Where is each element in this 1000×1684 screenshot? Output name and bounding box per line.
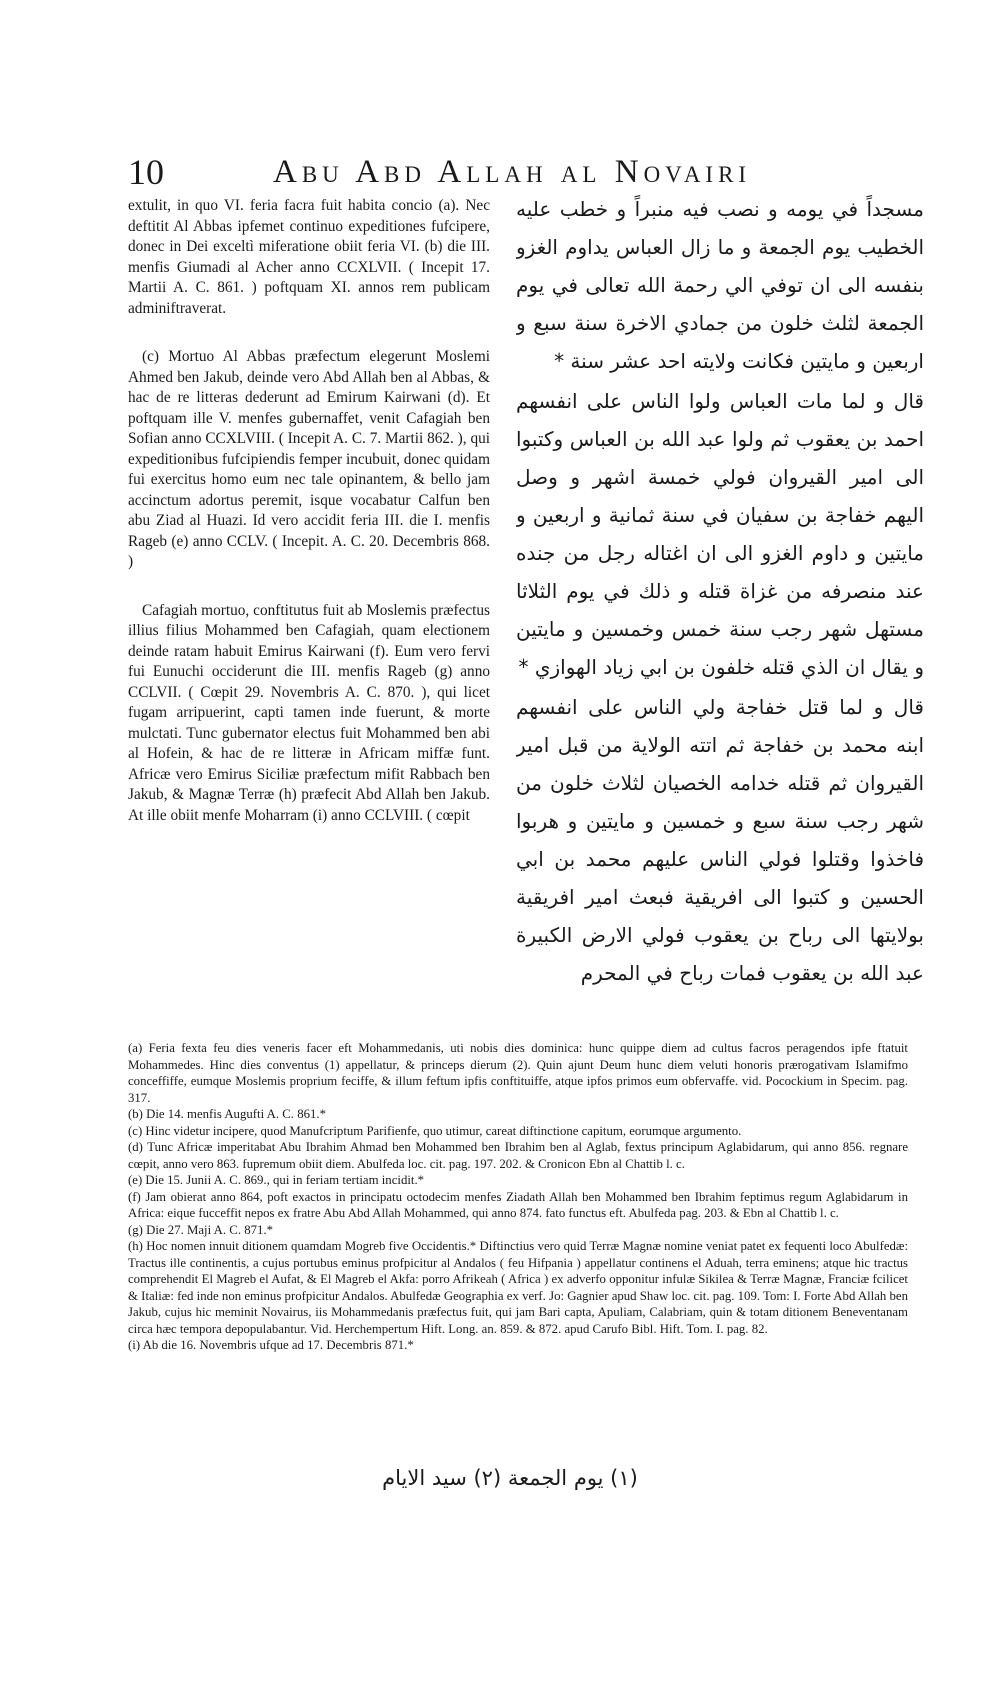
footnote-a: (a) Feria fexta feu dies veneris facer eft Mohammedanis, uti nobis dies dominica: hunc quippe diem ad cultus facros peragendos ipfe ftatuit Mohammedes. Hinc dies conventus (1) appellatur, & princeps dierum (2). Quin ajunt Deum hunc diem veluti honoris prærogativam Islamifmo conceffiffe, eumque Moslemis proprium feciffe, & illum feftum ipfis conftituiffe, atque ipfos primos eum obfervaffe. vid. Pocockium in Specim. pag. 317. xyxy=(128,1041,908,1105)
arabic-paragraph-2: قال و لما مات العباس ولوا الناس على انفسهم احمد بن يعقوب ثم ولوا عبد الله بن العباس وكتبوا الى امير القيروان فولي خمسة اشهر و وصل اليهم خفاجة بن سفيان في سنة ثمانية و اربعين و مايتين و داوم الغزو الى ان اغتاله رجل من جنده عند منصرفه من غزاة قتله و ذلك في يوم الثلاثا مستهل شهر رجب سنة خمس وخمسين و مايتين و يقال ان الذي قتله خلفون بن ابي زياد الهوازي * xyxy=(516,389,924,679)
latin-column xyxy=(128,196,490,1016)
footnote-e: (e) Die 15. Junii A. C. 869., qui in feriam tertiam incidit.* xyxy=(128,1173,425,1187)
page-number: 10 xyxy=(128,152,164,192)
footnotes xyxy=(128,1040,908,1440)
arabic-paragraph-1: مسجداً في يومه و نصب فيه منبراً و خطب عليه الخطيب يوم الجمعة و ما زال العباس يداوم الغزو بنفسه الى ان توفي الي رحمة الله تعالى في يوم الجمعة لثلث خلون من جمادي الاخرة سنة سبع و اربعين و مايتين فكانت ولايته احد عشر سنة * xyxy=(516,197,924,373)
footnote-g: (g) Die 27. Maji A. C. 871.* xyxy=(128,1222,274,1237)
footnote-d: (d) Tunc Africæ imperitabat Abu Ibrahim Ahmad ben Mohammed ben Ibrahim ben al Aglab, fextus principum Aglabidarum, qui anno 856. regnare cœpit, anno vero 863. fupremum obiit diem. Abulfeda loc. cit. pag. 197. 202. & Cronicon Ebn al Chattib l. c. xyxy=(128,1140,908,1171)
arabic-footnote-terms: (١) يوم الجمعة (٢) سيد الايام xyxy=(382,1466,638,1490)
footnote-h: (h) Hoc nomen innuit ditionem quamdam Mogreb five Occidentis.* Diftinctius vero quid Terræ Magnæ nomine veniat patet ex fequenti loco Abulfedæ: Tractus ille continentis, a cujus portubus eminus profpicitur al Andalos ( feu Hifpania ) appellatur continens el Aduah, terra eminens; atque hic tractus comprehendit El Magreb el Aufat, & El Magreb el Akfa: porro Afrikeah ( Africa ) ex adverfo opponitur infulæ Sikilea & Terræ Magnæ, Franciæ fcilicet & Italiæ: fed inde non eminus profpicitur Andalos. Abulfedæ Geographia ex verf. Jo: Gagnier apud Shaw loc. cit. pag. 109. Tom: I. Forte Abd Allah ben Jakub, cujus hic meminit Novairus, iis Mohammedanis præfectus fuit, qui jam Bari capta, Apuliam, Calabriam, quin & totam ditionem Beneventanam circa hæc tempora depopulabantur. Vid. Herchempertum Hift. Long. an. 859. & 872. apud Carufo Bibl. Hift. Tom. I. pag. 82. xyxy=(128,1239,908,1336)
footnote-i: (i) Ab die 16. Novembris ufque ad 17. Decembris 871.* xyxy=(128,1338,414,1352)
arabic-paragraph-3: قال و لما قتل خفاجة ولي الناس على انفسهم ابنه محمد بن خفاجة ثم اتته الولاية من قبل امير القيروان ثم قتله خدامه الخصيان لثلاث خلون من شهر رجب سنة سبع و خمسين و مايتين و هربوا فاخذوا وقتلوا فولي الناس عليهم محمد بن ابي الحسين و كتبوا الى افريقية فبعث امير افريقية بولايتها الى رباح بن يعقوب فولي الارض الكبيرة عبد الله بن يعقوب فمات رباح في المحرم xyxy=(516,695,924,985)
arabic-column xyxy=(516,190,924,1060)
footnote-f: (f) Jam obierat anno 864, poft exactos in principatu octodecim menfes Ziadath Allah ben Mohammed ben Ibrahim feptimus regum Aglabidarum in Africa: eique fucceffit nepos ex fratre Abu Abd Allah Mohammed, qui anno 874. fato functus eft. Abulfeda pag. 203. & Ebn al Chattib l. c. xyxy=(128,1189,908,1220)
page-header xyxy=(128,150,908,194)
running-title: Abu Abd Allah al Novairi xyxy=(273,154,752,190)
latin-paragraph-2: (c) Mortuo Al Abbas præfectum elegerunt Moslemi Ahmed ben Jakub, deinde vero Abd Allah ben al Abbas, & hac de re litteras dederunt ad Emirum Kairwani (d). Et poftquam ille V. menfes gubernaffet, venit Cafagiah ben Sofian anno CCXLVIII. ( Incepit A. C. 7. Martii 862. ), qui expeditionibus fufcipiendis femper incubuit, donec quidam fui exercitus homo eum nec tale opinantem, & bello jam accinctum adortus peremit, isque vocabatur Calfun ben abu Ziad al Huazi. Id vero accidit feria III. die I. menfis Rageb (e) anno CCLV. ( Incepit. A. C. 20. Decembris 868. ) xyxy=(128,348,490,570)
footnote-b: (b) Die 14. menfis Augufti A. C. 861.* xyxy=(128,1107,326,1121)
latin-paragraph-1: extulit, in quo VI. feria facra fuit habita concio (a). Nec deftitit Al Abbas ipfemet continuo expeditiones fufcipere, donec in Dei exceltì miferatione obiit feria VI. (b) die III. menfis Giumadi al Acher anno CCXLVII. ( Incepit 17. Martii A. C. 861. ) poftquam XI. annos rem publicam adminiftraverat. xyxy=(128,197,490,317)
latin-paragraph-3: Cafagiah mortuo, conftitutus fuit ab Moslemis præfectus illius filius Mohammed ben Cafagiah, quam electionem deinde ratam habuit Emirus Kairwani (f). Eum vero fervi fui Eunuchi occiderunt die III. menfis Rageb (g) anno CCLVII. ( Cœpit 29. Novembris A. C. 870. ), qui licet fugam arripuerint, capti tamen inde fuerunt, & morte mulctati. Tunc gubernator electus fuit Mohammed ben abi al Hofein, & hac de re litteræ in Africam miffæ funt. Africæ vero Emirus Siciliæ præfectum mifit Rabbach ben Jakub, & Magnæ Terræ (h) præfecit Abd Allah ben Jakub. At ille obiit menfe Moharram (i) anno CCLVIII. ( cœpit xyxy=(128,601,490,824)
footnote-c: (c) Hinc videtur incipere, quod Manufcriptum Parifienfe, quo utimur, careat diftinctione capitum, eorumque argumento. xyxy=(128,1123,742,1138)
